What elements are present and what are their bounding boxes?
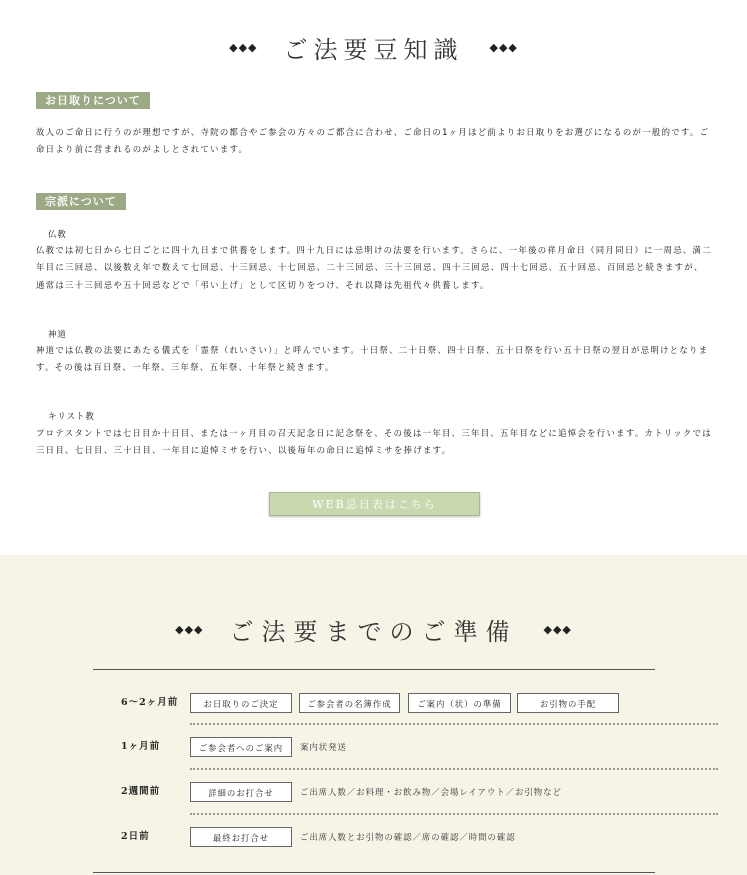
schedule-row bbox=[93, 826, 655, 870]
schedule-step-button[interactable]: お日取りのご決定 bbox=[190, 693, 292, 713]
schedule-step-button[interactable]: ご参会者の名簿作成 bbox=[299, 693, 400, 713]
schedule-step-button[interactable]: お引物の手配 bbox=[517, 693, 619, 713]
schedule-period: 2日前 bbox=[121, 831, 150, 842]
schedule-note: ご出席人数／お料理・お飲み物／会場レイアウト／お引物など bbox=[300, 787, 562, 797]
schedule-step-button[interactable]: ご案内（状）の準備 bbox=[408, 693, 511, 713]
date-section-tag: お日取りについて bbox=[36, 92, 150, 109]
christianity-heading: キリスト教 bbox=[48, 411, 95, 421]
christianity-paragraph: プロテスタントでは七日目か十日目、または一ヶ月目の召天記念日に記念祭を、その後は一年目、三年目、五年目などに追悼会を行います。カトリックでは三日目、七日目、三十日目、一年目に追悼ミサを行い、以後毎年の命日に追悼ミサを捧げます。 bbox=[36, 428, 712, 456]
date-paragraph: 故人のご命日に行うのが理想ですが、寺院の都合やご参会の方々のご都合に合わせ、ご命日の1ヶ月ほど前よりお日取りをお選びになるのが一般的です。ご命日より前に営まれるのがよしとされています。 bbox=[36, 127, 710, 155]
row-divider bbox=[190, 723, 718, 725]
row-divider bbox=[190, 768, 718, 770]
diamond-ornament-left: ◆◆◆ bbox=[229, 41, 258, 54]
schedule-step-button[interactable]: 詳細のお打合せ bbox=[190, 782, 292, 802]
diamond-ornament-right: ◆◆◆ bbox=[489, 41, 518, 54]
preparation-schedule-table bbox=[93, 669, 655, 873]
shinto-paragraph: 神道では仏教の法要にあたる儀式を「霊祭（れいさい）」と呼んでいます。十日祭、二十日祭、四十日祭、五十日祭を行い五十日祭の翌日が忌明けとなります。その後は百日祭、一年祭、三年祭、五年祭、十年祭と続きます。 bbox=[36, 345, 709, 373]
religion-section-tag: 宗派について bbox=[36, 193, 126, 210]
knowledge-title: ご法要豆知識 bbox=[283, 36, 464, 64]
schedule-period: 6～2ヶ月前 bbox=[121, 697, 179, 708]
schedule-row bbox=[93, 736, 655, 780]
diamond-ornament-right: ◆◆◆ bbox=[543, 623, 572, 636]
schedule-note: ご出席人数とお引物の確認／席の確認／時間の確認 bbox=[300, 832, 516, 842]
schedule-row bbox=[93, 781, 655, 825]
preparation-heading bbox=[0, 612, 747, 647]
diamond-ornament-left: ◆◆◆ bbox=[175, 623, 204, 636]
schedule-period: 2週間前 bbox=[121, 786, 161, 797]
preparation-title: ご法要までのご準備 bbox=[229, 618, 518, 646]
schedule-period: 1ヶ月前 bbox=[121, 741, 161, 752]
row-divider bbox=[190, 813, 718, 815]
shinto-heading: 神道 bbox=[48, 329, 67, 339]
knowledge-heading bbox=[0, 30, 747, 65]
schedule-step-button[interactable]: 最終お打合せ bbox=[190, 827, 292, 847]
schedule-step-button[interactable]: ご参会者へのご案内 bbox=[190, 737, 292, 757]
schedule-note: 案内状発送 bbox=[300, 742, 347, 752]
buddhism-heading: 仏教 bbox=[48, 229, 67, 239]
web-memorial-calendar-button[interactable]: WEB忌日表はこちら bbox=[269, 492, 480, 516]
buddhism-paragraph: 仏教では初七日から七日ごとに四十九日まで供養をします。四十九日には忌明けの法要を行います。さらに、一年後の祥月命日（同月同日）に一周忌、満二年目に三回忌、以後数え年で数えて七回忌、十三回忌、十七回忌、二十三回忌、三十三回忌、四十三回忌、四十七回忌、五十回忌、百回忌と続きますが、通常は三十三回忌や五十回忌などで「弔い上げ」として区切りをつけ、それ以降は先祖代々供養します。 bbox=[36, 245, 712, 290]
schedule-row bbox=[93, 691, 655, 735]
